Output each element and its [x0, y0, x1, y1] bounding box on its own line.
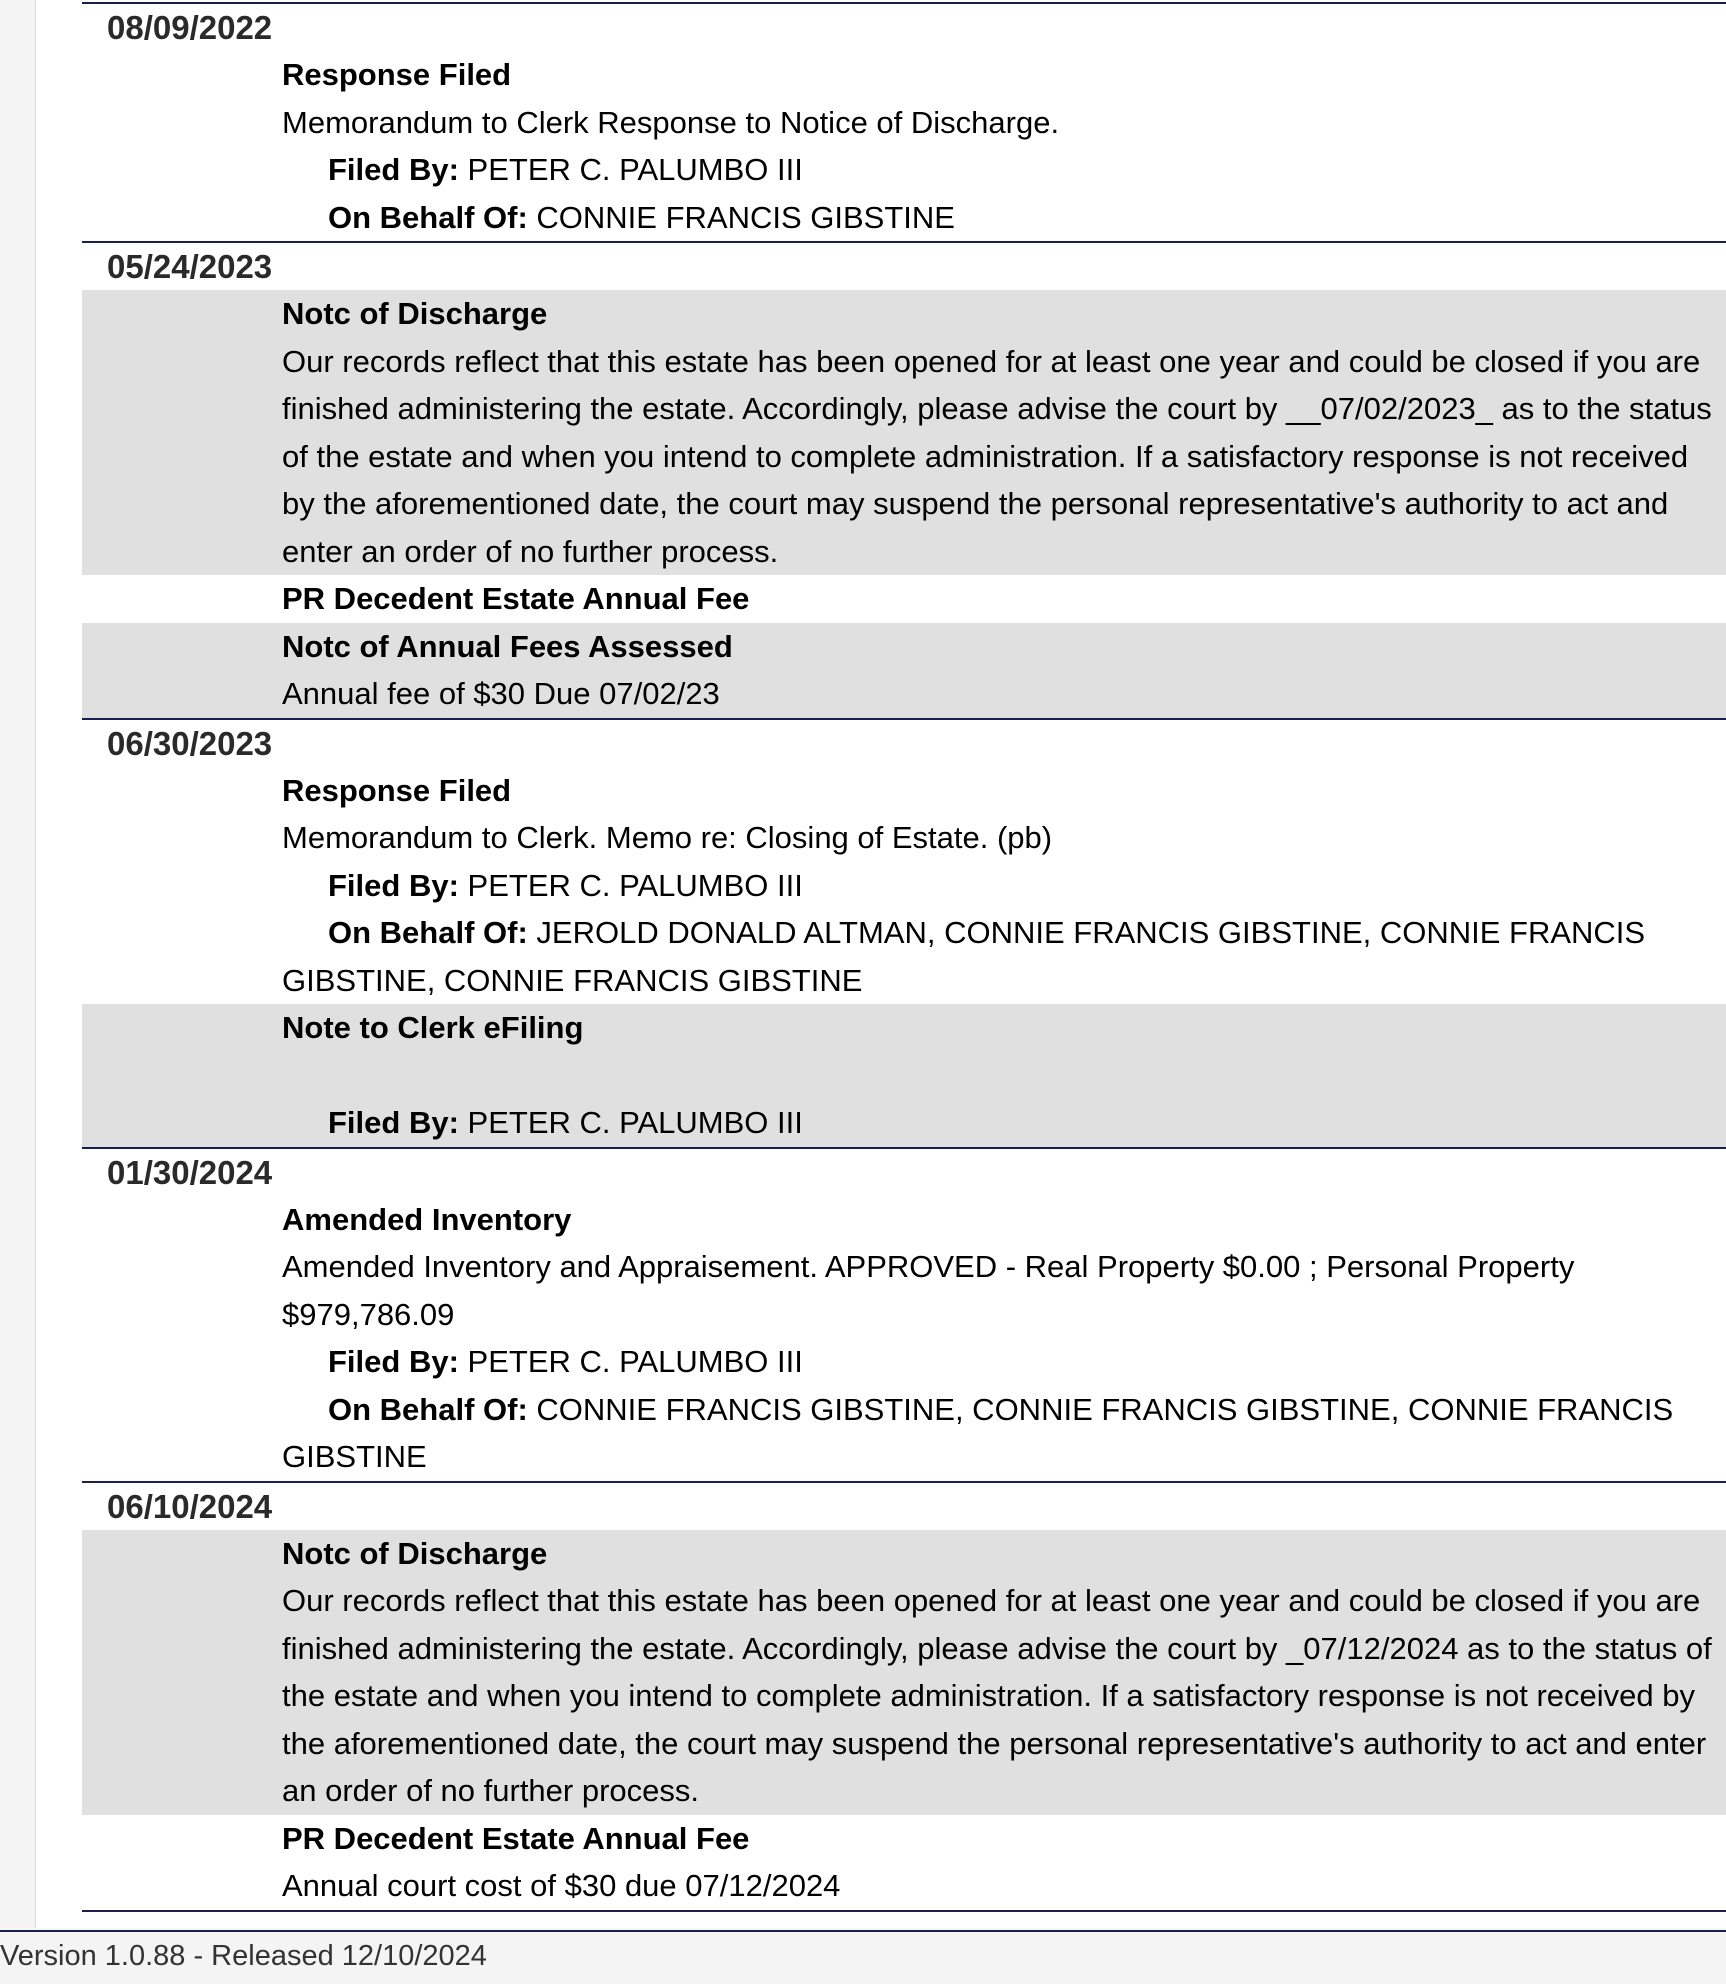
filed-by-line — [282, 1338, 1716, 1386]
on-behalf-value: CONNIE FRANCIS GIBSTINE — [536, 199, 955, 235]
event-item — [82, 290, 1726, 575]
event-description: Annual court cost of $30 due 07/12/2024 — [282, 1868, 841, 1903]
event-item — [82, 1196, 1726, 1481]
event-item — [82, 575, 1726, 623]
on-behalf-label: On Behalf Of: — [328, 1391, 528, 1427]
event-title: Notc of Discharge — [282, 296, 548, 331]
event-description: Memorandum to Clerk. Memo re: Closing of Estate. (pb) — [282, 820, 1053, 855]
on-behalf-line — [282, 194, 1716, 242]
event-description: Our records reflect that this estate has been opened for at least one year and could be closed if you are finished administering the estate. Accordingly, please advise the court by __07/02/2023_ as to the status of the estate and when you intend to complete administration. If a satisfactory response is not received by the aforementioned date, the court may suspend the personal representative's authority to act and enter an order of no further process. — [282, 343, 1712, 569]
event-description: Annual fee of $30 Due 07/02/23 — [282, 676, 720, 711]
event-date: 06/10/2024 — [107, 1487, 273, 1525]
filed-by-value: PETER C. PALUMBO III — [467, 1105, 803, 1140]
date-group — [82, 1147, 1726, 1481]
version-footer — [0, 1930, 1726, 1984]
date-group — [82, 1481, 1726, 1912]
filed-by-line — [282, 146, 1716, 194]
event-item — [82, 1004, 1726, 1147]
event-description: Amended Inventory and Appraisement. APPROVED - Real Property $0.00 ; Personal Property $979,786.09 — [282, 1249, 1575, 1332]
date-group — [82, 2, 1726, 241]
filed-by-value: PETER C. PALUMBO III — [467, 152, 803, 187]
date-group — [82, 718, 1726, 1147]
event-item — [82, 767, 1726, 1005]
filed-by-line — [282, 862, 1716, 910]
filed-by-value: PETER C. PALUMBO III — [467, 867, 803, 903]
on-behalf-line — [236, 1386, 1716, 1481]
filed-by-label: Filed By: — [328, 867, 459, 903]
version-text: Version 1.0.88 - Released 12/10/2024 — [0, 1940, 487, 1972]
event-title: Notc of Annual Fees Assessed — [282, 628, 733, 664]
event-description: Our records reflect that this estate has been opened for at least one year and could be closed if you are finished administering the estate. Accordingly, please advise the court by _07/12/2024 as to the status of the estate and when you intend to complete administration. If a satisfactory response is not received by the aforementioned date, the court may suspend the personal representative's authority to act and enter an order of no further process. — [282, 1583, 1712, 1808]
event-date: 05/24/2023 — [107, 248, 273, 285]
filed-by-line — [282, 1099, 1716, 1147]
event-title: Amended Inventory — [282, 1201, 572, 1237]
event-description — [282, 1052, 1716, 1100]
event-title: Response Filed — [282, 57, 512, 92]
filed-by-label: Filed By: — [328, 1344, 459, 1379]
event-date: 01/30/2024 — [107, 1153, 273, 1191]
event-item — [82, 51, 1726, 241]
event-date: 06/30/2023 — [107, 724, 273, 762]
on-behalf-line — [236, 909, 1716, 1004]
event-title: PR Decedent Estate Annual Fee — [282, 1820, 750, 1856]
on-behalf-value: CONNIE FRANCIS GIBSTINE, CONNIE FRANCIS GIBSTINE, CONNIE FRANCIS GIBSTINE — [282, 1391, 1674, 1474]
event-item — [82, 623, 1726, 718]
event-title: Response Filed — [282, 772, 512, 808]
on-behalf-value: JEROLD DONALD ALTMAN, CONNIE FRANCIS GIBSTINE, CONNIE FRANCIS GIBSTINE, CONNIE FRANCIS GIBSTINE — [282, 915, 1646, 998]
event-title: PR Decedent Estate Annual Fee — [282, 581, 750, 616]
event-title: Notc of Discharge — [282, 1535, 548, 1571]
filed-by-value: PETER C. PALUMBO III — [467, 1344, 803, 1379]
case-events-panel — [36, 0, 1726, 1928]
case-event-list — [82, 2, 1726, 1912]
filed-by-label: Filed By: — [328, 1105, 459, 1140]
date-group — [82, 241, 1726, 718]
event-date: 08/09/2022 — [107, 9, 273, 46]
filed-by-label: Filed By: — [328, 152, 459, 187]
event-title: Note to Clerk eFiling — [282, 1010, 584, 1045]
event-description: Memorandum to Clerk Response to Notice of Discharge. — [282, 104, 1060, 140]
event-item — [82, 1530, 1726, 1815]
event-item — [82, 1815, 1726, 1910]
on-behalf-label: On Behalf Of: — [328, 915, 528, 950]
on-behalf-label: On Behalf Of: — [328, 199, 528, 235]
